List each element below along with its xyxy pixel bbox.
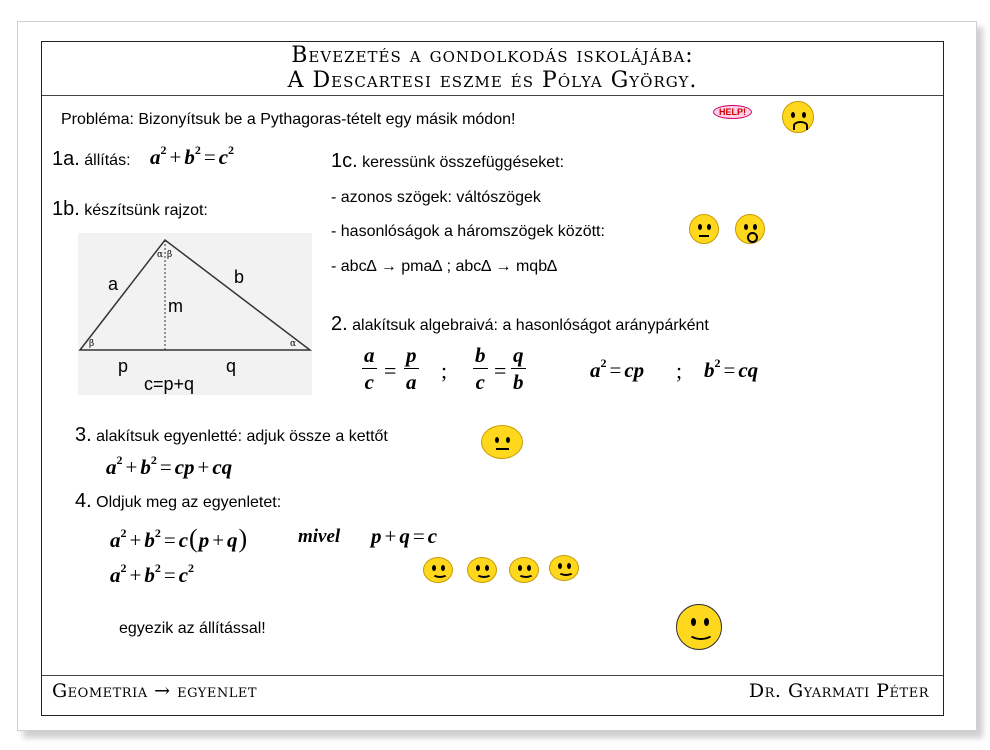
- separator: ;: [676, 358, 683, 383]
- problem-statement: Probléma: Bizonyítsuk be a Pythagoras-tételt egy másik módon!: [61, 111, 516, 128]
- relation-item-2: - hasonlóságok a háromszögek között:: [331, 223, 605, 240]
- help-bubble: HELP!: [713, 105, 752, 119]
- label-height-m: m: [168, 296, 183, 316]
- step-1a: 1a. állítás:: [52, 148, 131, 170]
- step-1b: 1b. készítsünk rajzot:: [52, 198, 208, 220]
- claim-equation: $a^2 + b^2 = c^2$: [150, 143, 235, 169]
- fraction-q-over-b: q b: [513, 343, 524, 394]
- fraction-p-over-a: p a: [406, 343, 417, 394]
- thinking-smiley-icon: [689, 214, 719, 244]
- footer-right: Dr. Gyarmati Péter: [748, 680, 929, 702]
- relation-item-3: - abc∆ → pma∆ ; abc∆ → mqb∆: [331, 258, 557, 275]
- step-1c: 1c. keressünk összefüggéseket:: [331, 150, 565, 172]
- footer-divider: [42, 675, 943, 676]
- surprised-smiley-icon: [735, 214, 765, 244]
- factored-equation: $a^2 + b^2 = c(p + q)$: [110, 524, 248, 553]
- conclusion-text: egyezik az állítással!: [119, 620, 266, 637]
- cheering-smiley-icon: [423, 557, 453, 583]
- label-segment-q: q: [226, 356, 237, 376]
- step-4: 4. Oldjuk meg az egyenletet:: [75, 490, 282, 512]
- label-segment-p: p: [118, 356, 129, 376]
- angle-beta-top: β: [167, 250, 173, 260]
- label-side-b: b: [234, 267, 245, 287]
- mivel-word: mivel: [298, 526, 341, 547]
- triangle-diagram: [78, 233, 312, 395]
- equation-a2-cp: $a^2$ = cp: [590, 356, 645, 382]
- headache-smiley-icon: [481, 425, 523, 459]
- equals-sign: =: [384, 358, 397, 383]
- header-divider: [42, 95, 943, 96]
- equals-sign: =: [494, 358, 507, 383]
- big-smiley-icon: [676, 604, 722, 650]
- grinning-smiley-icon: [509, 557, 539, 583]
- fraction-b-over-c: b c: [475, 343, 486, 394]
- equation-b2-cq: $b^2$ = cq: [704, 356, 759, 382]
- relation-item-1: - azonos szögek: váltószögek: [331, 189, 541, 206]
- waving-smiley-icon: [549, 555, 579, 581]
- angle-alpha-top: α: [157, 250, 164, 260]
- happy-smiley-icon: [467, 557, 497, 583]
- p-plus-q-equation: p + q = c: [371, 524, 438, 548]
- title-line-1: Bevezetés a gondolkodás iskolájába:: [291, 43, 694, 68]
- label-side-a: a: [108, 274, 119, 294]
- step-3: 3. alakítsuk egyenletté: adjuk össze a kettőt: [75, 424, 388, 446]
- angle-beta-left: β: [89, 339, 95, 349]
- step-2: 2. alakítsuk algebraivá: a hasonlóságot aránypárként: [331, 313, 709, 335]
- footer-left: Geometria → egyenlet: [52, 680, 257, 702]
- label-hypotenuse: c=p+q: [144, 374, 195, 394]
- separator: ;: [441, 358, 448, 383]
- fraction-a-over-c: a c: [364, 343, 375, 394]
- sum-equation: $a^2 + b^2$ = cp + cq: [106, 453, 233, 479]
- result-equation: $a^2 + b^2 = c^2$: [110, 561, 195, 587]
- worried-smiley-icon: [782, 101, 814, 133]
- angle-alpha-right: α: [290, 339, 297, 349]
- title-line-2: A Descartesi eszme és Pólya György.: [287, 68, 698, 93]
